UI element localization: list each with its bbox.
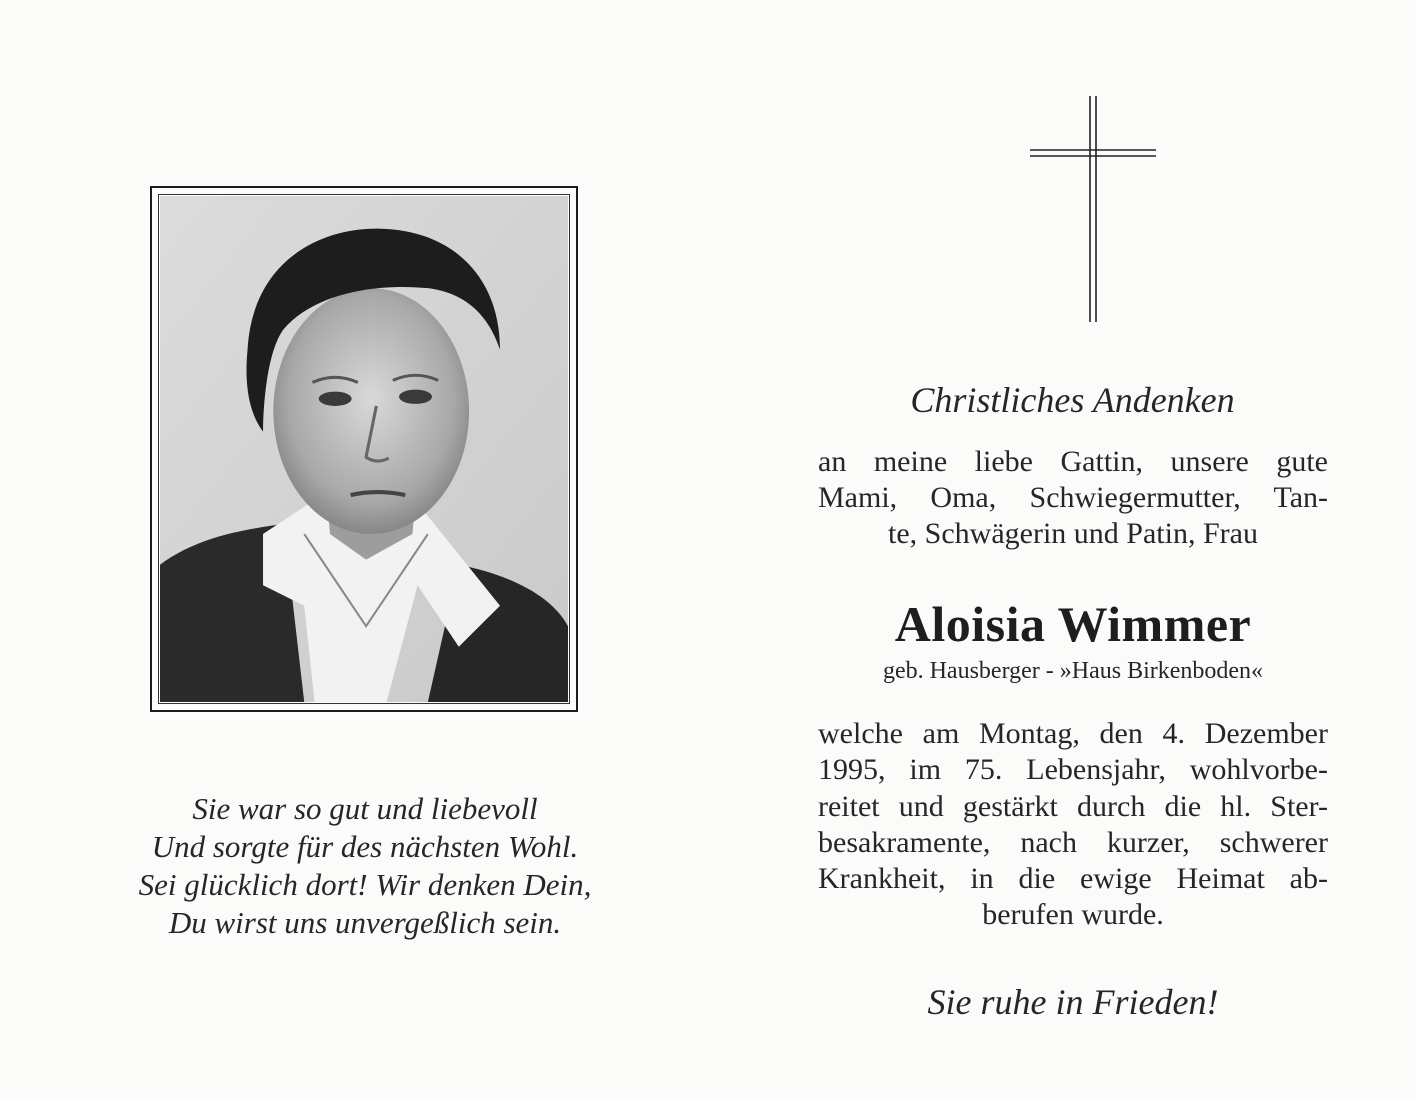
obituary-line: reitet und gestärkt durch die hl. Ster-: [818, 789, 1328, 823]
portrait-photo: [160, 196, 568, 702]
dedication-line: Mami, Oma, Schwiegermutter, Tan-: [818, 481, 1328, 514]
obituary-line: berufen wurde.: [982, 898, 1164, 932]
memorial-poem: [100, 790, 630, 942]
poem-line: Und sorgte für des nächsten Wohl.: [151, 829, 579, 864]
dedication-line: te, Schwägerin und Patin, Frau: [888, 517, 1258, 550]
obituary-text: [818, 716, 1328, 934]
obituary-line: welche am Montag, den 4. Dezember: [818, 717, 1328, 750]
obituary-line: besakramente, nach kurzer, schwerer: [818, 825, 1328, 859]
dedication-text: [818, 444, 1328, 552]
poem-line: Sei glücklich dort! Wir denken Dein,: [138, 867, 592, 902]
obituary-line: 1995, im 75. Lebensjahr, wohlvorbe-: [818, 753, 1328, 787]
birth-name: geb. Hausberger - »Haus Birkenboden«: [882, 658, 1264, 684]
portrait-image: [160, 196, 568, 702]
poem-line: Sie war so gut und liebevoll: [192, 791, 538, 826]
cross-icon: [1030, 96, 1156, 322]
obituary-line: Krankheit, in die ewige Heimat ab-: [818, 862, 1328, 896]
dedication-line: an meine liebe Gattin, unsere gute: [818, 445, 1328, 478]
poem-line: Du wirst uns unvergeßlich sein.: [168, 905, 562, 940]
closing-blessing: Sie ruhe in Frieden!: [927, 982, 1219, 1022]
deceased-name: Aloisia Wimmer: [894, 596, 1252, 652]
page-title: Christliches Andenken: [910, 380, 1235, 420]
photo-frame: [150, 186, 578, 712]
